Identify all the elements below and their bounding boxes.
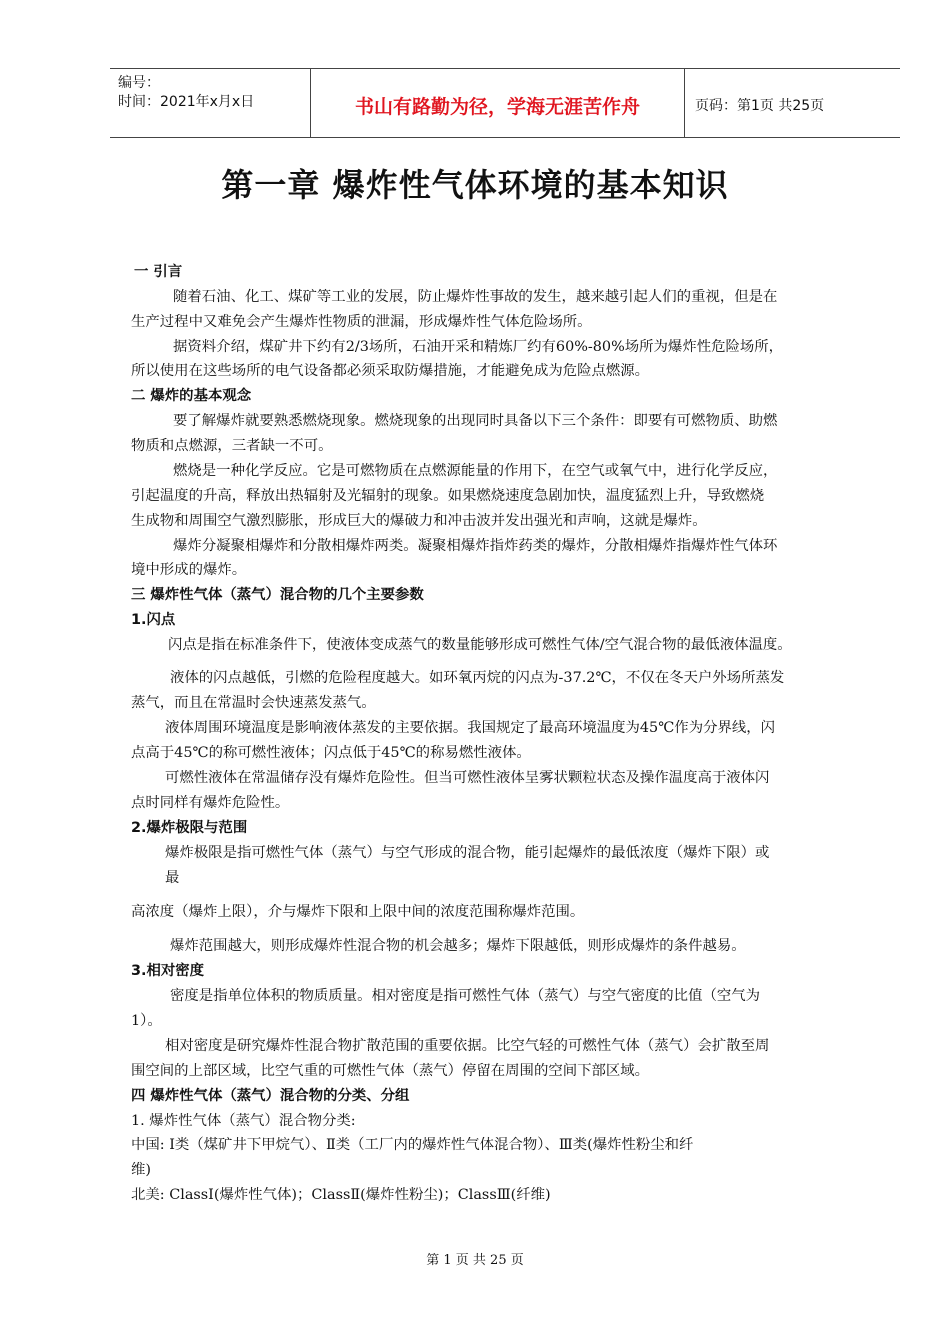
section-heading: 三 爆炸性气体（蒸气）混合物的几个主要参数 <box>131 587 424 603</box>
paragraph-line: 据资料介绍，煤矿井下约有2/3场所，石油开采和精炼厂约有60%-80%场所为爆炸性危险场所， <box>173 339 784 355</box>
paragraph-line: 最 <box>165 870 180 886</box>
subsection-heading: 2.爆炸极限与范围 <box>131 820 248 836</box>
paragraph-line: 1）。 <box>131 1013 162 1029</box>
paragraph-line: 物质和点燃源，三者缺一不可。 <box>131 438 333 454</box>
paragraph-line: 液体周围环境温度是影响液体蒸发的主要依据。我国规定了最高环境温度为45℃作为分界线，闪 <box>165 720 776 736</box>
paragraph-line: 要了解爆炸就要熟悉燃烧现象。燃烧现象的出现同时具备以下三个条件：即要有可燃物质、助燃 <box>173 413 778 429</box>
subsection-heading: 1.闪点 <box>131 612 176 628</box>
paragraph-line: 密度是指单位体积的物质质量。相对密度是指可燃性气体（蒸气）与空气密度的比值（空气为 <box>170 988 761 1004</box>
document-number-label: 编号： <box>118 75 160 91</box>
paragraph-line: 相对密度是研究爆炸性混合物扩散范围的重要依据。比空气轻的可燃性气体（蒸气）会扩散至周 <box>165 1038 770 1054</box>
section-heading: 四 爆炸性气体（蒸气）混合物的分类、分组 <box>131 1088 410 1104</box>
paragraph-line: 爆炸极限是指可燃性气体（蒸气）与空气形成的混合物，能引起爆炸的最低浓度（爆炸下限）或 <box>165 845 770 861</box>
paragraph-line: 中国: Ⅰ类（煤矿井下甲烷气）、Ⅱ类（工厂内的爆炸性气体混合物）、Ⅲ类(爆炸性粉尘和纤 <box>131 1137 694 1153</box>
paragraph-line: 液体的闪点越低，引燃的危险程度越大。如环氧丙烷的闪点为-37.2℃，不仅在冬天户外场所蒸发 <box>170 670 785 686</box>
page-footer: 第 1 页 共 25 页 <box>426 1253 524 1268</box>
header-page-label: 页码：第1页 共25页 <box>695 98 825 114</box>
paragraph-line: 点时同样有爆炸危险性。 <box>131 795 290 811</box>
paragraph-line: 爆炸分凝聚相爆炸和分散相爆炸两类。凝聚相爆炸指炸药类的爆炸，分散相爆炸指爆炸性气体环 <box>173 538 778 554</box>
section-heading: 二 爆炸的基本观念 <box>131 388 252 404</box>
paragraph-line: 点高于45℃的称可燃性液体；闪点低于45℃的称易燃性液体。 <box>131 745 531 761</box>
paragraph-line: 高浓度（爆炸上限），介与爆炸下限和上限中间的浓度范围称爆炸范围。 <box>131 904 585 920</box>
paragraph-line: 蒸气，而且在常温时会快速蒸发蒸气。 <box>131 695 376 711</box>
paragraph-line: 维) <box>131 1162 152 1178</box>
paragraph-line: 燃烧是一种化学反应。它是可燃物质在点燃源能量的作用下，在空气或氧气中，进行化学反应， <box>173 463 778 479</box>
paragraph-line: 生成物和周围空气激烈膨胀，形成巨大的爆破力和冲击波并发出强光和声响，这就是爆炸。 <box>131 513 707 529</box>
paragraph-line: 1. 爆炸性气体（蒸气）混合物分类: <box>131 1113 356 1129</box>
page-header <box>110 68 900 138</box>
chapter-title: 第一章 爆炸性气体环境的基本知识 <box>221 166 729 204</box>
subsection-heading: 3.相对密度 <box>131 963 205 979</box>
paragraph-line: 闪点是指在标准条件下，使液体变成蒸气的数量能够形成可燃性气体/空气混合物的最低液体温度。 <box>168 637 792 653</box>
header-page-cell <box>685 69 900 137</box>
paragraph-line: 生产过程中又难免会产生爆炸性物质的泄漏，形成爆炸性气体危险场所。 <box>131 314 592 330</box>
paragraph-line: 所以使用在这些场所的电气设备都必须采取防爆措施，才能避免成为危险点燃源。 <box>131 363 650 379</box>
header-motto-cell <box>311 69 685 137</box>
paragraph-line: 随着石油、化工、煤矿等工业的发展，防止爆炸性事故的发生，越来越引起人们的重视，但是在 <box>173 289 778 305</box>
paragraph-line: 引起温度的升高，释放出热辐射及光辐射的现象。如果燃烧速度急剧加快，温度猛烈上升，导致燃烧 <box>131 488 765 504</box>
paragraph-line: 围空间的上部区域，比空气重的可燃性气体（蒸气）停留在周围的空间下部区域。 <box>131 1063 650 1079</box>
paragraph-line: 可燃性液体在常温储存没有爆炸危险性。但当可燃性液体呈雾状颗粒状态及操作温度高于液体闪 <box>165 770 770 786</box>
document-date-label: 时间：2021年x月x日 <box>118 94 255 110</box>
paragraph-line: 爆炸范围越大，则形成爆炸性混合物的机会越多；爆炸下限越低，则形成爆炸的条件越易。 <box>170 938 746 954</box>
section-heading: 一 引言 <box>134 264 183 280</box>
paragraph-line: 北美: ClassⅠ(爆炸性气体)；ClassⅡ(爆炸性粉尘)；ClassⅢ(纤维) <box>131 1187 551 1203</box>
header-info-cell <box>110 69 311 137</box>
header-motto: 书山有路勤为径，学海无涯苦作舟 <box>354 96 640 118</box>
paragraph-line: 境中形成的爆炸。 <box>131 562 247 578</box>
